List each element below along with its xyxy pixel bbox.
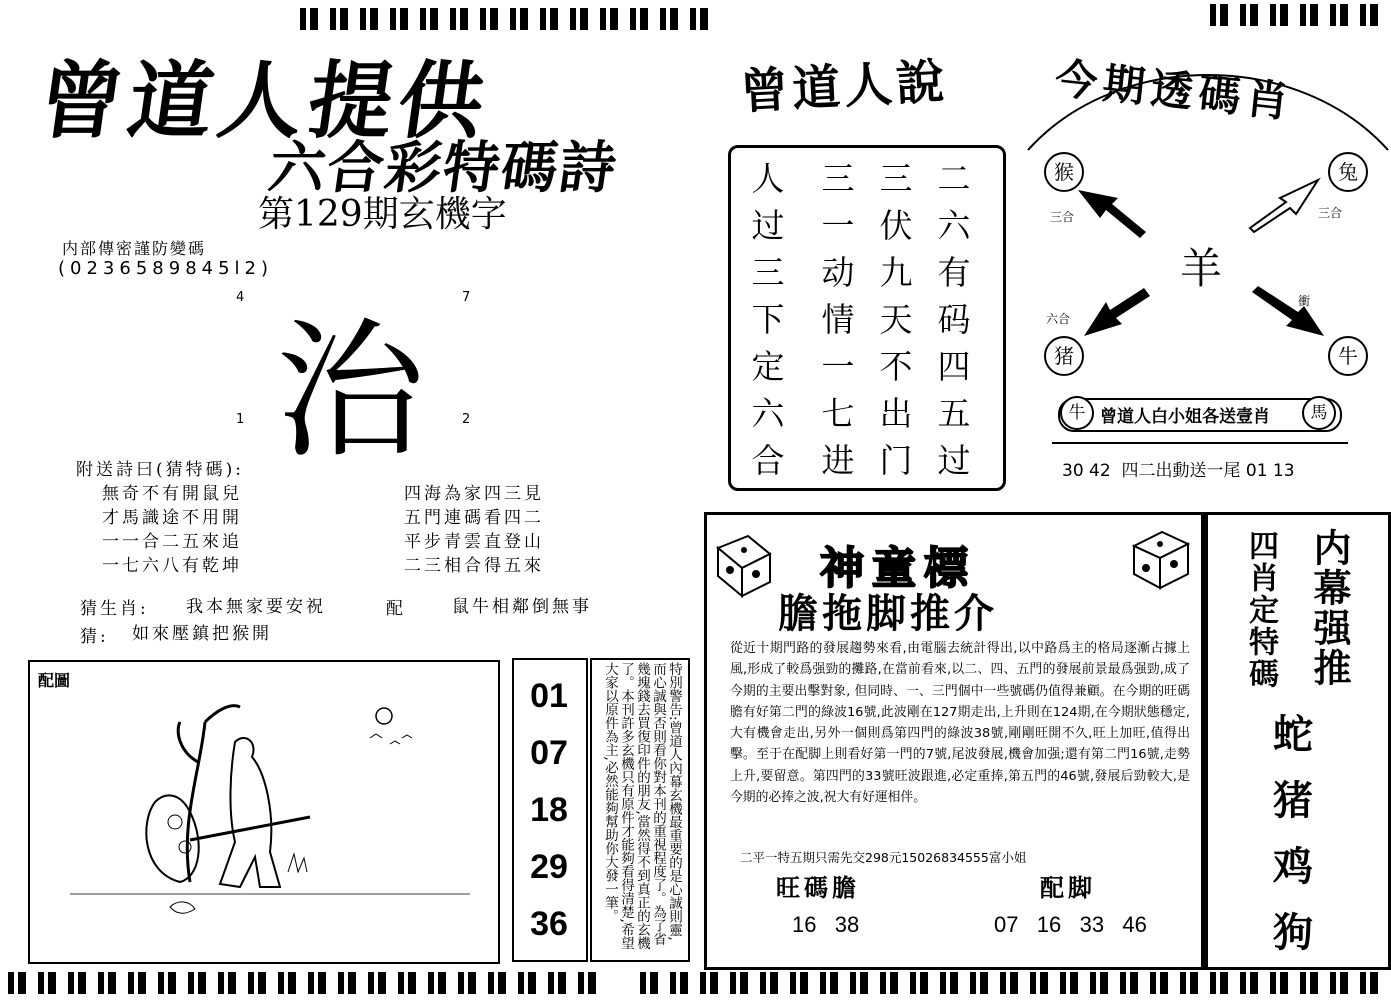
verse-column-4: 人 过 三 下 定 六 合 — [751, 159, 785, 480]
article-title-bottom: 膽拖脚推介 — [778, 591, 998, 637]
picks-title-left: 四肖定特碼 — [1243, 530, 1278, 690]
corner-number-br: 2 — [462, 412, 471, 427]
corner-number-tr: 7 — [462, 290, 471, 305]
number-item: 29 — [530, 848, 568, 886]
secret-code: (0236589845l2) — [58, 258, 274, 279]
pig-relation: 六合 — [1046, 312, 1071, 326]
dan-label: 旺碼膽 — [776, 873, 860, 902]
pei-text: 鼠牛相鄰倒無事 — [452, 597, 592, 617]
number-item: 07 — [530, 734, 568, 772]
dice-left-icon — [708, 528, 778, 598]
corner-number-bl: 1 — [236, 412, 245, 427]
guess-label: 猜生肖: — [80, 599, 149, 619]
ox-circle: 牛 — [1328, 336, 1368, 376]
poem-line: 二三相合得五來 — [404, 556, 544, 576]
zodiac-divider — [1052, 442, 1348, 444]
article-body: 從近十期門路的發展趨勢來看,由電腦去統計得出,以中路爲主的格局逐漸占據上風,形成了較爲强勁的攤路,在當前看來,以二、四、五門的發展前景最爲强勁,成了今期的主要出擊對象, 但同時、一、三門個中一些號碼仍值得兼顧。在今期的旺碼膽有好第二門的綠波16號,此波剛在127期走出,上升則在124期,在今期狀態穩定,大有機會走出,另外一個則爲第四門的綠波38號,剛剛旺開不久,旺上加旺,值得出擊。至于在配脚上則看好第一門的7號,尾波發展,機會加强;還有第二門16號,走勢上升,要留意。第四門的33號旺波跟進,必定重捧,第五門的46號,發展后勁較大,是今期的必捧之波,祝大有好運相伴。 — [730, 641, 1190, 806]
rabbit-relation: 三合 — [1318, 206, 1343, 220]
pick-item: 鸡 — [1273, 843, 1313, 890]
poem-line: 一一合二五來追 — [102, 532, 242, 552]
dice-right-icon — [1126, 522, 1196, 592]
main-title: 曾道人提供 — [32, 52, 496, 150]
banner-text: 曾道人白小姐各送壹肖 — [1100, 407, 1270, 427]
top-border-right — [1210, 4, 1385, 26]
arrow-to-pig — [1084, 288, 1150, 336]
article-contact: 二平一特五期只需先交298元15026834555富小姐 — [740, 850, 1027, 865]
rabbit-circle: 兔 — [1328, 152, 1368, 192]
issue-label: 第129期玄機字 — [258, 194, 507, 235]
dan-values: 16 38 — [792, 912, 860, 937]
poem-line: 五門連碼看四二 — [404, 508, 544, 528]
verse-column-2: 三 伏 九 天 不 出 门 — [879, 159, 913, 480]
pei-jiao-values: 07 16 33 46 — [994, 912, 1147, 937]
monkey-relation: 三合 — [1050, 210, 1075, 224]
zodiac-footer: 30 42 四二出動送一尾 01 13 — [1062, 461, 1295, 481]
guess2-text: 如來壓鎮把猴開 — [132, 624, 272, 644]
poem-line: 無奇不有開鼠兒 — [102, 484, 242, 504]
monkey-circle: 猴 — [1044, 152, 1084, 192]
warning-text: 特別警告:曾道人內幕玄機最重要的是心誠則靈,而心誠與否則看你對本刊的重視程度了。為了省幾塊錢去買復印件的朋友,當然得不到真正的玄機了。本刊許多玄機只有原件才能夠看得清楚,希望大家以原件為主,必然能夠幫助你大發一筆。 — [602, 662, 682, 950]
article-title-top: 神童標 — [820, 543, 976, 594]
number-item: 36 — [530, 905, 568, 943]
poem-line: 才馬識途不用開 — [102, 508, 242, 528]
bottom-border-left — [8, 972, 598, 994]
ox-relation: 衝 — [1298, 294, 1311, 308]
banner-right-circle: 馬 — [1302, 396, 1336, 430]
pei-label: 配 — [386, 599, 406, 619]
corner-number-tl: 4 — [236, 290, 245, 305]
number-item: 18 — [530, 791, 568, 829]
arrow-to-rabbit — [1250, 180, 1318, 232]
banner-left-circle: 牛 — [1060, 396, 1094, 430]
poem-line: 四海為家四三見 — [404, 484, 544, 504]
poem-intro: 附送詩曰(猜特碼): — [76, 460, 244, 480]
picture-label: 配圖 — [38, 671, 71, 690]
top-border-left — [300, 8, 720, 30]
verse-column-3: 三 一 动 情 一 七 进 — [821, 159, 855, 480]
pick-item: 猪 — [1273, 777, 1313, 824]
pei-jiao-label: 配脚 — [1040, 873, 1096, 902]
moon-icon — [376, 708, 392, 724]
poem-line: 一七六八有乾坤 — [102, 556, 242, 576]
zodiac-title: 今期透碼肖 — [1052, 53, 1297, 128]
zodiac-center: 羊 — [1180, 244, 1223, 293]
secret-label: 内部傳密謹防變碼 — [62, 239, 207, 258]
guess2-label: 猜: — [80, 627, 109, 647]
number-item: 01 — [530, 677, 568, 715]
number-column — [520, 668, 578, 953]
sage-illustration — [30, 662, 498, 962]
key-character: 治 — [275, 305, 426, 479]
pig-circle: 猪 — [1044, 336, 1084, 376]
picks-title-right: 内幕强推 — [1307, 528, 1352, 688]
daoren-says-title: 曾道人說 — [738, 53, 950, 121]
poem-line: 平步青雲直登山 — [404, 532, 544, 552]
zodiac-arrows — [1018, 140, 1391, 400]
guess-text: 我本無家要安祝 — [186, 597, 326, 617]
pick-item: 蛇 — [1273, 711, 1313, 758]
arrow-to-ox — [1252, 286, 1324, 336]
bottom-border-right — [640, 972, 1385, 994]
subtitle: 六合彩特碼詩 — [264, 136, 622, 201]
picks-list — [1258, 702, 1328, 966]
verse-column-1: 二 六 有 码 四 五 过 — [937, 159, 971, 480]
poem-left — [102, 482, 242, 578]
picture-box — [28, 660, 500, 964]
arrow-to-monkey — [1078, 190, 1146, 238]
poem-right — [404, 482, 544, 578]
pick-item: 狗 — [1273, 909, 1313, 956]
